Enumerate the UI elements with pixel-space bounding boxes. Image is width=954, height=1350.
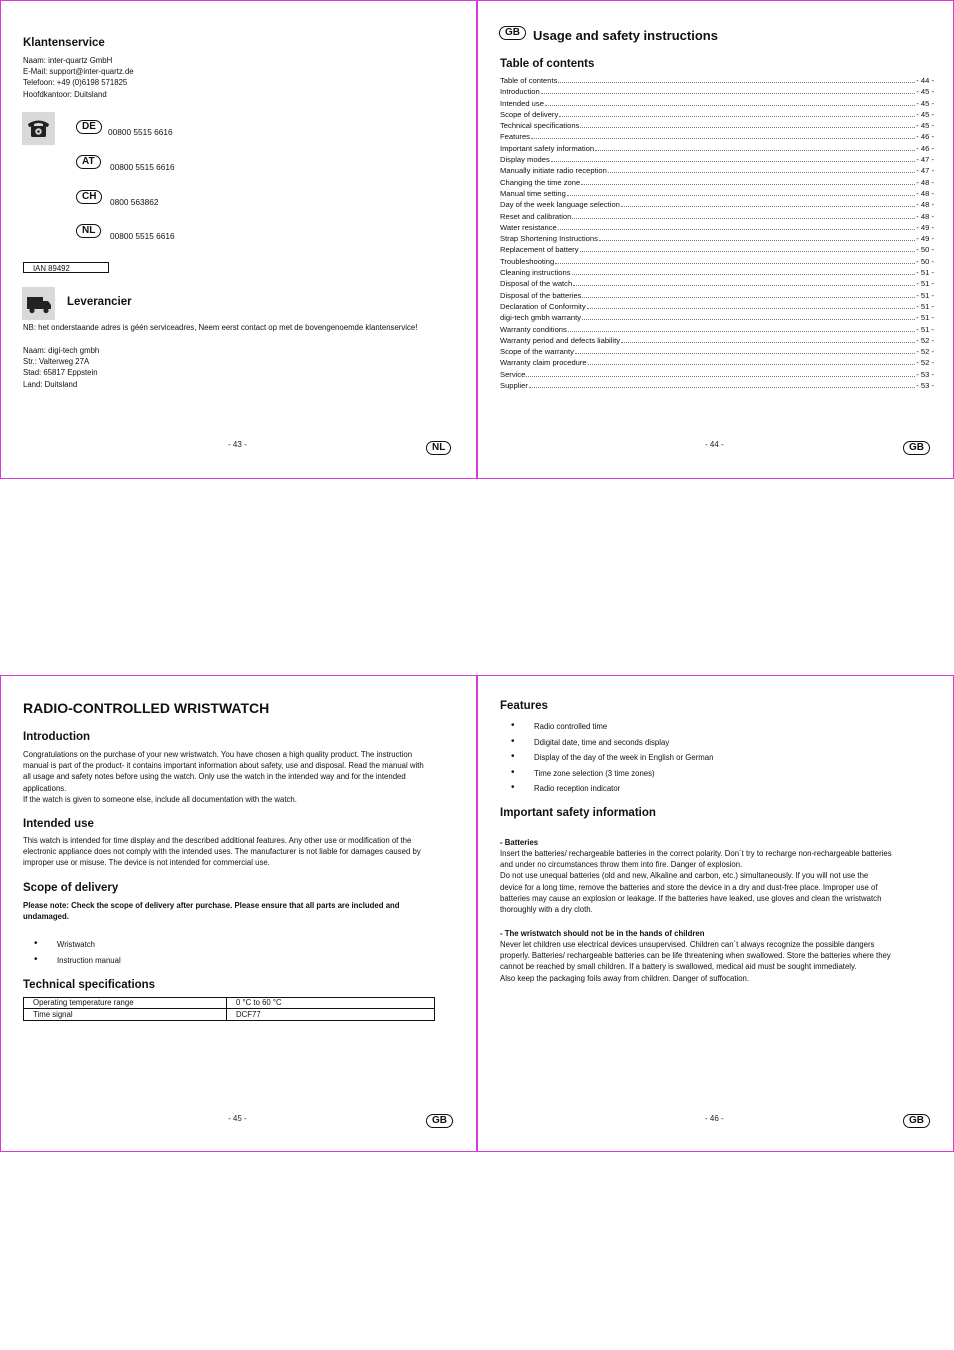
toc-row xyxy=(500,154,934,165)
section-title: Usage and safety instructions xyxy=(533,28,718,43)
toc-dot-leader xyxy=(580,127,915,128)
toc-entry-page: - 45 - xyxy=(916,109,934,119)
toc-entry-page: - 45 - xyxy=(916,98,934,108)
language-badge: GB xyxy=(903,441,930,455)
text-line: properly. Batteries/ rechargeable batteries can be life threatening when swallowed. Store the batteries where they xyxy=(500,951,891,961)
toc-row xyxy=(500,335,934,346)
toc-row xyxy=(500,324,934,335)
address-line: Land: Duitsland xyxy=(23,379,78,389)
toc-row xyxy=(500,369,934,380)
list-item: • Radio reception indicator xyxy=(500,783,713,799)
toc-row xyxy=(500,346,934,357)
toc-entry-title: Manual time setting xyxy=(500,188,566,198)
text-line: batteries may cause an explosion or leakage. If the batteries have leaked, use gloves and clean the wristwatch xyxy=(500,893,882,903)
text-line: Congratulations on the purchase of your new wristwatch. You have chosen a high quality product. The instruction xyxy=(23,750,413,759)
spec-value: DCF77 xyxy=(227,1009,435,1020)
toc-entry-page: - 48 - xyxy=(916,188,934,198)
page-43 xyxy=(0,0,477,479)
toc-entry-title: Changing the time zone xyxy=(500,177,581,187)
list-item: • Radio controlled time xyxy=(500,721,713,737)
table-row xyxy=(24,998,435,1009)
language-badge: NL xyxy=(426,441,451,455)
toc-entry-title: Display modes xyxy=(500,155,550,165)
introduction-text xyxy=(23,749,424,805)
toc-entry-page: - 48 - xyxy=(916,177,934,187)
spec-label: Operating temperature range xyxy=(24,998,227,1009)
batteries-subheading: - Batteries xyxy=(500,838,539,847)
text-line: applications. xyxy=(23,783,67,793)
toc-dot-leader xyxy=(621,342,915,343)
toc-entry-page: - 49 - xyxy=(916,222,934,232)
toc-dot-leader xyxy=(529,387,915,388)
page-number: - 44 - xyxy=(705,440,724,449)
toc-entry-page: - 52 - xyxy=(916,358,934,368)
children-subheading: - The wristwatch should not be in the hands of children xyxy=(500,929,705,938)
toc-entry-page: - 47 - xyxy=(916,166,934,176)
toc-dot-leader xyxy=(595,150,915,151)
tech-spec-heading: Technical specifications xyxy=(23,979,156,991)
text-line: If the watch is given to someone else, include all documentation with the watch. xyxy=(23,794,297,804)
toc-entry-title: Scope of delivery xyxy=(500,109,559,119)
table-row xyxy=(24,1009,435,1020)
toc-dot-leader xyxy=(551,161,915,162)
toc-entry-page: - 48 - xyxy=(916,211,934,221)
toc-entry-page: - 48 - xyxy=(916,200,934,210)
truck-icon xyxy=(22,287,55,320)
toc-dot-leader xyxy=(567,195,915,196)
toc-entry-page: - 50 - xyxy=(916,256,934,266)
page-46 xyxy=(477,675,954,1152)
intended-use-heading: Intended use xyxy=(23,818,94,830)
address-block xyxy=(23,345,99,390)
introduction-heading: Introduction xyxy=(23,731,91,743)
toc-row xyxy=(500,301,934,312)
toc-row xyxy=(500,188,934,199)
contact-line: Hoofdkantoor: Duitsland xyxy=(23,89,107,99)
toc-heading: Table of contents xyxy=(500,58,595,70)
phone-number-at: 00800 5515 6616 xyxy=(110,162,175,172)
toc-entry-title: Water resistance xyxy=(500,222,557,232)
toc-row xyxy=(500,312,934,323)
toc-dot-leader xyxy=(568,331,915,332)
toc-entry-page: - 46 - xyxy=(916,143,934,153)
toc-entry-page: - 44 - xyxy=(916,76,934,85)
phone-number-de: 00800 5515 6616 xyxy=(108,127,173,137)
toc-entry-page: - 50 - xyxy=(916,245,934,255)
toc-row xyxy=(500,290,934,301)
toc-dot-leader xyxy=(573,285,915,286)
page-number: - 46 - xyxy=(705,1114,724,1123)
table-of-contents xyxy=(500,75,934,391)
toc-dot-leader xyxy=(559,116,915,117)
toc-entry-page: - 51 - xyxy=(916,279,934,289)
toc-dot-leader xyxy=(581,184,915,185)
toc-row xyxy=(500,177,934,188)
toc-entry-title: digi-tech gmbh warranty xyxy=(500,313,582,323)
batteries-text xyxy=(500,848,892,915)
toc-row xyxy=(500,380,934,391)
text-line: all usage and safety notes before using the watch. Only use the watch in the intended way and for the intended xyxy=(23,772,406,782)
toc-entry-title: Manually initiate radio reception xyxy=(500,166,607,176)
page-44 xyxy=(477,0,954,479)
toc-row xyxy=(500,256,934,267)
text-line: Never let children use electrical devices unsupervised. Children can´t always recognize the possible dangers xyxy=(500,940,875,949)
toc-entry-title: Service xyxy=(500,369,526,379)
spec-label: Time signal xyxy=(24,1009,227,1020)
language-badge: GB xyxy=(903,1114,930,1128)
toc-entry-page: - 51 - xyxy=(916,324,934,334)
toc-entry-title: Disposal of the batteries xyxy=(500,290,582,300)
scope-list xyxy=(23,939,121,970)
toc-entry-title: Intended use xyxy=(500,98,544,108)
toc-entry-title: Table of contents xyxy=(500,76,558,85)
toc-entry-title: Replacement of battery xyxy=(500,245,579,255)
toc-row xyxy=(500,120,934,131)
toc-entry-page: - 53 - xyxy=(916,369,934,379)
toc-entry-title: Introduction xyxy=(500,87,540,97)
toc-entry-page: - 51 - xyxy=(916,313,934,323)
toc-entry-title: Day of the week language selection xyxy=(500,200,620,210)
language-badge-header: GB xyxy=(499,26,526,40)
language-badge: GB xyxy=(426,1114,453,1128)
toc-entry-title: Troubleshooting xyxy=(500,256,555,266)
safety-heading: Important safety information xyxy=(500,807,656,819)
scope-heading: Scope of delivery xyxy=(23,882,119,894)
list-item: • Instruction manual xyxy=(23,955,121,971)
text-line: Please note: Check the scope of delivery after purchase. Please ensure that all parts are included and xyxy=(23,901,400,910)
toc-row xyxy=(500,357,934,368)
text-line: Insert the batteries/ rechargeable batteries in the correct polarity. Don´t try to recharge non-rechargeable batteries xyxy=(500,849,892,858)
toc-entry-page: - 52 - xyxy=(916,335,934,345)
contact-line: Telefoon: +49 (0)6198 571825 xyxy=(23,78,128,88)
text-line: improper use or misuse. The device is not intended for commercial use. xyxy=(23,858,270,868)
toc-entry-title: Scope of the warranty xyxy=(500,347,574,357)
toc-entry-page: - 46 - xyxy=(916,132,934,142)
text-line: undamaged. xyxy=(23,912,69,922)
document-title: RADIO-CONTROLLED WRISTWATCH xyxy=(23,700,270,716)
toc-entry-page: - 45 - xyxy=(916,87,934,97)
customer-service-heading: Klantenservice xyxy=(23,37,105,49)
toc-row xyxy=(500,244,934,255)
toc-entry-title: Strap Shortening Instructions xyxy=(500,234,598,244)
toc-row xyxy=(500,109,934,120)
text-line: device for a long time, remove the batteries and store the device in a dry and dust-free place. Improper use of xyxy=(500,882,878,892)
toc-dot-leader xyxy=(580,251,916,252)
list-item: • Wristwatch xyxy=(23,939,121,955)
toc-row xyxy=(500,211,934,222)
page-number: - 43 - xyxy=(228,440,247,449)
toc-row xyxy=(500,143,934,154)
toc-dot-leader xyxy=(621,206,915,207)
spec-value: 0 °C to 60 °C xyxy=(227,998,435,1009)
list-item: • Display of the day of the week in English or German xyxy=(500,752,713,768)
text-line: and under no circumstances throw them into fire. Danger of explosion. xyxy=(500,860,743,870)
text-line: Also keep the packaging foils away from children. Danger of suffocation. xyxy=(500,973,750,983)
country-badge-nl: NL xyxy=(76,224,101,238)
toc-entry-title: Features xyxy=(500,132,530,142)
toc-dot-leader xyxy=(608,172,915,173)
toc-dot-leader xyxy=(555,263,915,264)
features-heading: Features xyxy=(500,700,548,712)
text-line: cannot be reached by small children. If a battery is swallowed, medical aid must be sought immediately. xyxy=(500,962,857,972)
features-list xyxy=(500,721,713,799)
supplier-note: NB: het onderstaande adres is géén serviceadres, Neem eerst contact op met de bovengenoemde klantenservice! xyxy=(23,323,418,332)
scope-note xyxy=(23,900,400,922)
toc-entry-title: Supplier xyxy=(500,381,528,391)
address-line: Naam: digi-tech gmbh xyxy=(23,346,100,355)
page-45 xyxy=(0,675,477,1152)
toc-dot-leader xyxy=(558,229,916,230)
ian-box: IAN 89492 xyxy=(23,262,109,273)
country-badge-at: AT xyxy=(76,155,101,169)
toc-row xyxy=(500,267,934,278)
contact-line: Naam: inter-quartz GmbH xyxy=(23,56,113,65)
toc-entry-page: - 52 - xyxy=(916,347,934,357)
toc-entry-title: Reset and calibration xyxy=(500,211,572,221)
list-item: • Ddigital date, time and seconds display xyxy=(500,737,713,753)
toc-dot-leader xyxy=(588,364,916,365)
toc-row xyxy=(500,233,934,244)
toc-entry-page: - 49 - xyxy=(916,234,934,244)
contact-block xyxy=(23,55,134,100)
toc-row xyxy=(500,222,934,233)
address-line: Str.: Valterweg 27A xyxy=(23,357,90,367)
toc-row xyxy=(500,75,934,86)
toc-dot-leader xyxy=(558,82,915,83)
telephone-icon xyxy=(22,112,55,145)
phone-number-nl: 00800 5515 6616 xyxy=(110,231,175,241)
toc-dot-leader xyxy=(575,353,915,354)
country-badge-de: DE xyxy=(76,120,102,134)
phone-number-ch: 0800 563862 xyxy=(110,197,159,207)
text-line: This watch is intended for time display and the described additional features. Any other use or modification of the xyxy=(23,836,412,845)
toc-dot-leader xyxy=(599,240,915,241)
toc-row xyxy=(500,199,934,210)
toc-dot-leader xyxy=(541,93,916,94)
toc-entry-title: Warranty claim procedure xyxy=(500,358,587,368)
toc-dot-leader xyxy=(587,308,916,309)
toc-row xyxy=(500,98,934,109)
toc-dot-leader xyxy=(526,376,915,377)
text-line: Do not use unequal batteries (old and new, Alkaline and carbon, etc.) simultaneously. If you will not use the xyxy=(500,871,869,881)
text-line: manual is part of the product- it contains important information about safety, use and disposal. Read the manual with xyxy=(23,761,424,771)
children-text xyxy=(500,939,891,984)
toc-dot-leader xyxy=(572,218,915,219)
toc-row xyxy=(500,86,934,97)
toc-entry-title: Disposal of the watch xyxy=(500,279,573,289)
supplier-heading: Leverancier xyxy=(67,296,132,308)
toc-row xyxy=(500,165,934,176)
toc-row xyxy=(500,278,934,289)
toc-entry-title: Important safety information xyxy=(500,143,595,153)
toc-entry-page: - 53 - xyxy=(916,381,934,391)
toc-dot-leader xyxy=(572,274,916,275)
toc-row xyxy=(500,131,934,142)
toc-entry-title: Warranty period and defects liability xyxy=(500,335,621,345)
intended-use-text xyxy=(23,835,421,869)
toc-entry-title: Technical specifications xyxy=(500,121,580,131)
page-number: - 45 - xyxy=(228,1114,247,1123)
toc-dot-leader xyxy=(545,105,915,106)
contact-line: E-Mail: support@inter-quartz.de xyxy=(23,67,134,77)
toc-entry-title: Declaration of Conformity xyxy=(500,301,586,311)
text-line: electronic appliance does not comply with the intended uses. The manufacturer is not liable for damages caused by xyxy=(23,847,421,857)
toc-entry-title: Cleaning instructions xyxy=(500,268,571,278)
toc-entry-page: - 47 - xyxy=(916,155,934,165)
toc-entry-page: - 45 - xyxy=(916,121,934,131)
tech-spec-table xyxy=(23,997,435,1021)
toc-entry-page: - 51 - xyxy=(916,290,934,300)
toc-dot-leader xyxy=(582,319,915,320)
toc-entry-page: - 51 - xyxy=(916,301,934,311)
toc-entry-page: - 51 - xyxy=(916,268,934,278)
address-line: Stad: 65817 Eppstein xyxy=(23,368,98,378)
toc-entry-title: Warranty conditions xyxy=(500,324,567,334)
toc-dot-leader xyxy=(582,297,915,298)
toc-dot-leader xyxy=(531,138,915,139)
list-item: • Time zone selection (3 time zones) xyxy=(500,768,713,784)
country-badge-ch: CH xyxy=(76,190,102,204)
text-line: thoroughly with a dry cloth. xyxy=(500,905,593,915)
